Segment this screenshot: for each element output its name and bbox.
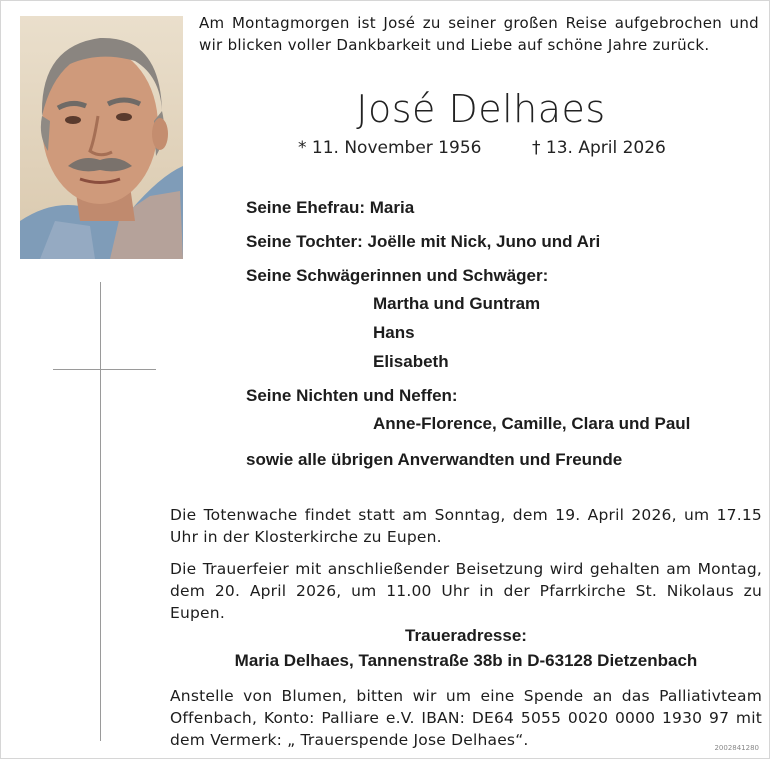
portrait-photo [20,16,183,259]
family-nieces: Anne-Florence, Camille, Clara und Paul [373,414,691,433]
family-inlaw-item: Elisabeth [373,352,449,371]
wake-paragraph: Die Totenwache findet statt am Sonntag, dem 19. April 2026, um 17.15 Uhr in der Klosterkirche zu Eupen. [170,506,762,546]
cross-horizontal-line [53,369,156,370]
family-daughter: Seine Tochter: Joëlle mit Nick, Juno und Ari [246,232,601,251]
funeral-paragraph: Die Trauerfeier mit anschließender Beisetzung wird gehalten am Montag, dem 20. April 2026, um 11.00 Uhr in der Pfarrkirche St. Nikolaus zu Eupen. [170,560,762,622]
intro-text: Am Montagmorgen ist José zu seiner großen Reise aufgebrochen und wir blicken voller Dankbarkeit und Liebe auf schöne Jahre zurück. [199,14,759,54]
family-nieces-heading: Seine Nichten und Neffen: [246,386,458,405]
family-wife: Seine Ehefrau: Maria [246,198,415,217]
family-inlaw-item: Martha und Guntram [373,294,541,313]
cross-vertical-line [100,282,101,741]
deceased-name: José Delhaes [356,87,606,131]
mourning-address: Maria Delhaes, Tannenstraße 38b in D-63128 Dietzenbach [234,651,698,670]
death-date: † 13. April 2026 [532,138,666,158]
family-others: sowie alle übrigen Anverwandten und Freunde [246,450,623,469]
address-heading: Traueradresse: [405,626,527,645]
birth-date: * 11. November 1956 [298,138,482,158]
ad-code: 2002841280 [714,744,759,752]
donation-paragraph: Anstelle von Blumen, bitten wir um eine Spende an das Palliativteam Offenbach, Konto: Palliare e.V. IBAN: DE64 5055 0020 0000 1930 97 mit dem Vermerk: „ Trauerspende Jose Delhaes“. [170,687,762,749]
family-inlaw-item: Hans [373,323,415,342]
family-inlaws-heading: Seine Schwägerinnen und Schwäger: [246,266,549,285]
